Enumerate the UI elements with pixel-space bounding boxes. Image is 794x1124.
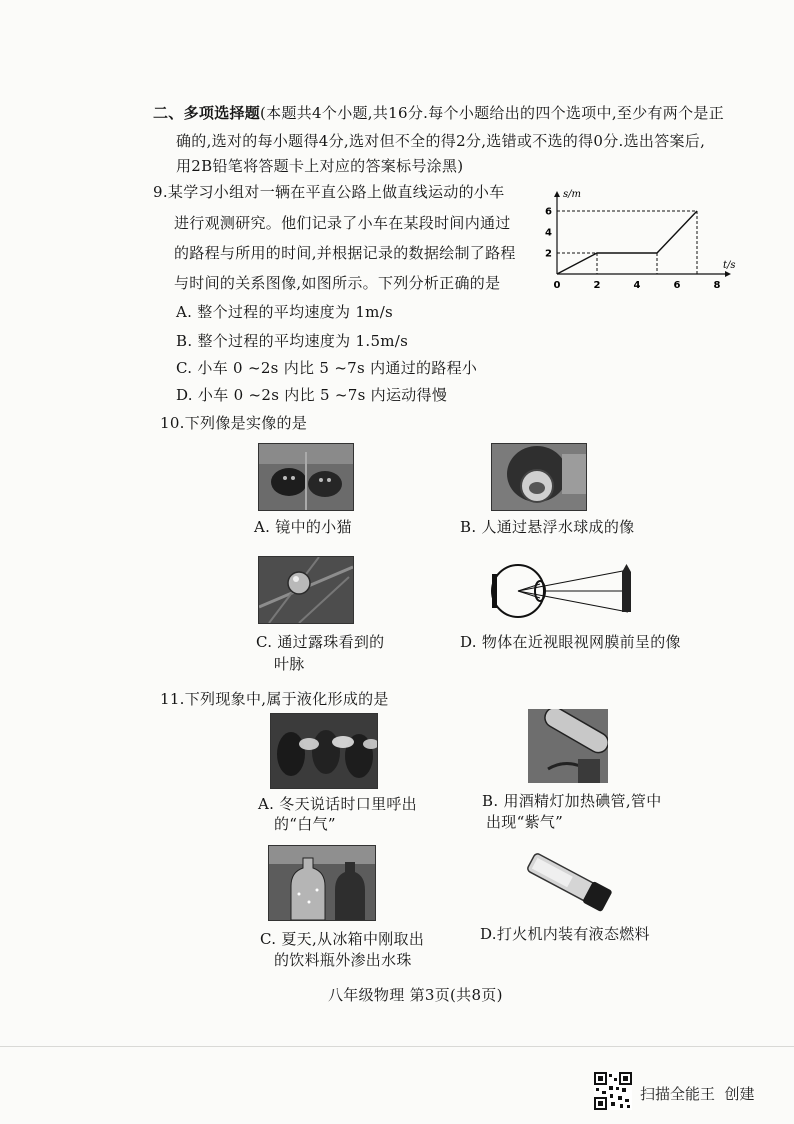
x-tick-label: 8 bbox=[713, 280, 721, 291]
section-instructions-line3: 用2B铅笔将答题卡上对应的答案标号涂黑) bbox=[176, 157, 464, 175]
qr-code-icon bbox=[594, 1072, 632, 1110]
x-tick-label: 4 bbox=[633, 280, 641, 291]
q9-option-a: A. 整个过程的平均速度为 1m/s bbox=[176, 303, 394, 321]
distance-time-line bbox=[557, 211, 697, 274]
photo-cat-in-mirror bbox=[258, 443, 354, 511]
photo-dew-drop-leaf bbox=[258, 556, 354, 624]
q10-stem: 10.下列像是实像的是 bbox=[160, 414, 308, 432]
x-tick-label: 6 bbox=[673, 280, 681, 291]
retina-mark bbox=[492, 574, 497, 608]
photo-water-ball-image bbox=[491, 443, 587, 511]
x-axis-label: t/s bbox=[723, 260, 736, 271]
y-axis-label: s/m bbox=[563, 189, 581, 200]
chart-plot-area bbox=[545, 189, 736, 291]
photo-lighter bbox=[520, 852, 620, 912]
q10-option-c-line2: 叶脉 bbox=[274, 655, 305, 673]
object-pencil bbox=[622, 572, 631, 612]
q9-stem-line1: 9.某学习小组对一辆在平直公路上做直线运动的小车 bbox=[153, 183, 505, 201]
y-tick-label: 4 bbox=[545, 227, 552, 239]
y-tick-label: 6 bbox=[545, 206, 552, 218]
page-footer: 八年级物理 第3页(共8页) bbox=[328, 986, 503, 1004]
q11-option-a-line2: 的“白气” bbox=[274, 815, 336, 833]
section-instructions-line1: (本题共4个小题,共16分.每个小题给出的四个选项中,至少有两个是正 bbox=[260, 104, 724, 122]
q10-option-d: D. 物体在近视眼视网膜前呈的像 bbox=[460, 633, 681, 651]
q9-stem-line2: 进行观测研究。他们记录了小车在某段时间内通过 bbox=[174, 214, 511, 232]
q11-option-b-line2: 出现“紫气” bbox=[486, 813, 564, 831]
q11-stem: 11.下列现象中,属于液化形成的是 bbox=[160, 690, 389, 708]
q11-option-d: D.打火机内装有液态燃料 bbox=[480, 925, 650, 943]
q9-stem-line3: 的路程与所用的时间,并根据记录的数据绘制了路程 bbox=[174, 244, 516, 262]
q9-option-b: B. 整个过程的平均速度为 1.5m/s bbox=[176, 332, 409, 350]
photo-iodine-tube bbox=[528, 709, 608, 783]
x-tick-label: 2 bbox=[593, 280, 601, 291]
scanner-watermark: 扫描全能王 创建 bbox=[640, 1085, 755, 1103]
q11-option-a-line1: A. 冬天说话时口里呼出 bbox=[258, 795, 417, 813]
x-tick-label: 0 bbox=[553, 280, 561, 291]
x-axis-arrow bbox=[725, 271, 731, 277]
y-axis-arrow bbox=[554, 191, 560, 197]
photo-winter-breath bbox=[270, 713, 378, 789]
q10-option-a: A. 镜中的小猫 bbox=[254, 518, 352, 536]
q9-option-d: D. 小车 0 ~2s 内比 5 ~7s 内运动得慢 bbox=[176, 386, 448, 404]
q10-option-b: B. 人通过悬浮水球成的像 bbox=[460, 518, 635, 536]
scan-divider bbox=[0, 1046, 794, 1047]
q9-stem-line4: 与时间的关系图像,如图所示。下列分析正确的是 bbox=[174, 274, 501, 292]
q9-option-c: C. 小车 0 ~2s 内比 5 ~7s 内通过的路程小 bbox=[176, 359, 478, 377]
q11-option-c-line1: C. 夏天,从冰箱中刚取出 bbox=[260, 930, 425, 948]
myopia-eye-diagram bbox=[478, 562, 638, 620]
q11-option-c-line2: 的饮料瓶外渗出水珠 bbox=[274, 951, 412, 969]
photo-cold-bottle bbox=[268, 845, 376, 921]
q10-option-c-line1: C. 通过露珠看到的 bbox=[256, 633, 385, 651]
section-instructions-line2: 确的,选对的每小题得4分,选对但不全的得2分,选错或不选的得0分.选出答案后, bbox=[176, 132, 706, 150]
q11-option-b-line1: B. 用酒精灯加热碘管,管中 bbox=[482, 792, 662, 810]
distance-time-chart bbox=[540, 176, 760, 296]
y-tick-label: 2 bbox=[545, 248, 552, 260]
section-heading: 二、多项选择题 bbox=[153, 104, 261, 122]
